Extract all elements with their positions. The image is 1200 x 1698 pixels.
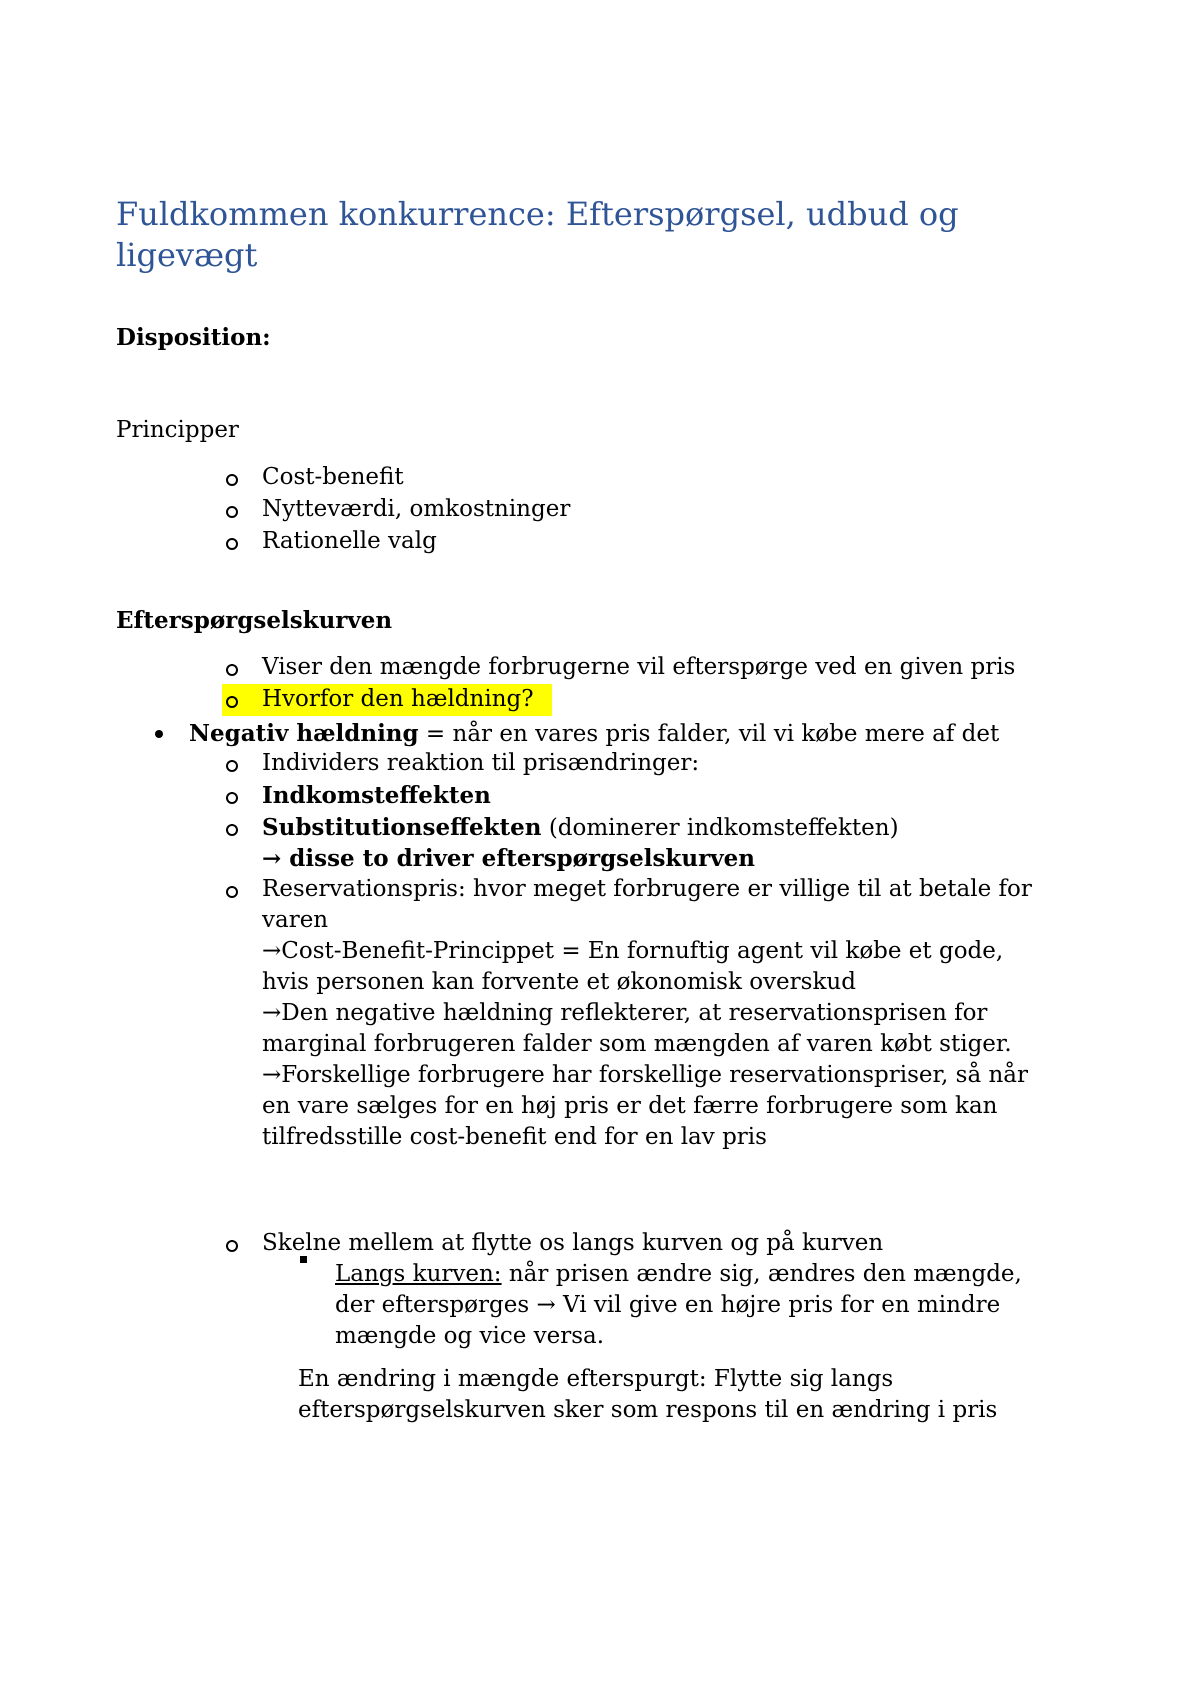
reservation-line: en vare sælges for en høj pris er det færre forbrugere som kan: [262, 1093, 998, 1119]
arrow-icon: →: [262, 845, 282, 872]
along-curve-line-1: [335, 1259, 1022, 1290]
substitution-effect-line: [262, 812, 899, 844]
along-curve-text: når prisen ændre sig, ændres den mængde,: [501, 1261, 1022, 1287]
income-effect: Indkomsteffekten: [262, 782, 491, 809]
negative-slope-rest: = når en vares pris falder, vil vi købe mere af det: [418, 721, 1000, 747]
principle-item: Cost-benefit: [262, 464, 404, 490]
principle-item: Rationelle valg: [262, 528, 437, 554]
principle-item: Nytteværdi, omkostninger: [262, 496, 571, 522]
negative-slope-line: [189, 718, 999, 750]
drivers-text: disse to driver efterspørgselskurven: [289, 845, 755, 872]
substitution-rest: (dominerer indkomsteffekten): [541, 815, 899, 841]
along-curve-text: der efterspørges: [335, 1292, 537, 1318]
reservation-line: hvis personen kan forvente et økonomisk overskud: [262, 969, 856, 995]
reservation-line: marginal forbrugeren falder som mængden af varen købt stiger.: [262, 1031, 1012, 1057]
reservation-text: Forskellige forbrugere har forskellige reservationspriser, så når: [281, 1062, 1028, 1088]
along-curve-label: Langs kurven:: [335, 1261, 502, 1287]
hollow-bullet-icon: [226, 506, 238, 518]
reservation-text: Den negative hældning reflekterer, at reservationsprisen for: [281, 1000, 988, 1026]
arrow-icon: →: [262, 1000, 282, 1026]
principles-heading: Principper: [116, 417, 239, 443]
arrow-icon: →: [262, 1062, 282, 1088]
reservation-line: varen: [262, 907, 329, 933]
change-line-2: efterspørgselskurven sker som respons til en ændring i pris: [298, 1397, 998, 1423]
demand-heading: Efterspørgselskurven: [116, 607, 393, 634]
individuals-reaction: Individers reaktion til prisændringer:: [262, 750, 700, 776]
document-title: [116, 194, 1016, 276]
disposition-label: Disposition:: [116, 324, 271, 351]
negative-slope-bold: Negativ hældning: [189, 720, 419, 747]
along-curve-line-2: [335, 1290, 1000, 1321]
substitution-bold: Substitutionseffekten: [262, 814, 542, 841]
reservation-line: [262, 1060, 1028, 1091]
reservation-line: Reservationspris: hvor meget forbrugere er villige til at betale for: [262, 876, 1032, 902]
title-line-2: ligevægt: [116, 236, 258, 274]
filled-bullet-icon: [155, 730, 163, 738]
arrow-icon: →: [262, 938, 282, 964]
arrow-icon: →: [536, 1292, 556, 1318]
reservation-line: tilfredsstille cost-benefit end for en lav pris: [262, 1124, 767, 1150]
hollow-bullet-icon: [226, 664, 238, 676]
distinguish-line: Skelne mellem at flytte os langs kurven og på kurven: [262, 1230, 884, 1256]
change-line-1: En ændring i mængde efterspurgt: Flytte sig langs: [298, 1366, 894, 1392]
title-line-1: Fuldkommen konkurrence: Efterspørgsel, udbud og: [116, 195, 959, 233]
demand-item: Viser den mængde forbrugerne vil efterspørge ved en given pris: [262, 654, 1016, 680]
drivers-line: [262, 843, 755, 874]
reservation-text: Cost-Benefit-Princippet = En fornuftig agent vil købe et gode,: [281, 938, 1004, 964]
hollow-bullet-icon: [226, 792, 238, 804]
hollow-bullet-icon: [226, 886, 238, 898]
along-curve-text: Vi vil give en højre pris for en mindre: [555, 1292, 1001, 1318]
hollow-bullet-icon: [226, 1240, 238, 1252]
hollow-bullet-icon: [226, 474, 238, 486]
along-curve-line-3: mængde og vice versa.: [335, 1323, 605, 1349]
hollow-bullet-icon: [226, 824, 238, 836]
square-bullet-icon: [300, 1256, 307, 1263]
demand-item-highlighted: Hvorfor den hældning?: [262, 686, 534, 712]
hollow-bullet-icon: [226, 538, 238, 550]
hollow-bullet-icon: [226, 696, 238, 708]
reservation-line: [262, 936, 1003, 967]
hollow-bullet-icon: [226, 760, 238, 772]
reservation-line: [262, 998, 987, 1029]
